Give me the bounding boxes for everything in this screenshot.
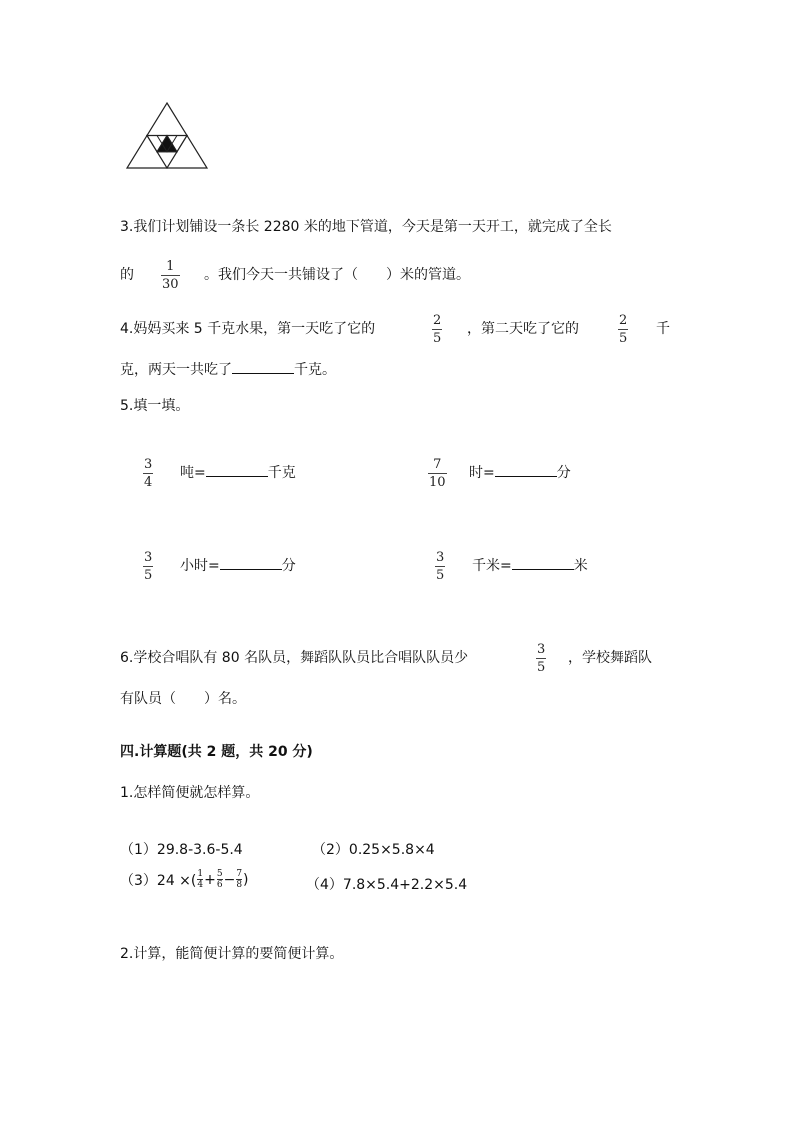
q5-item4-blank[interactable]: [512, 555, 574, 570]
p3-f1-num: 1: [197, 869, 204, 879]
problem-3-op1: +: [204, 871, 216, 888]
problem-3: [120, 869, 249, 890]
problem-4: （4）7.8×5.4+2.2×5.4: [306, 877, 468, 893]
q5-item1: [180, 462, 296, 482]
q5-item1-fraction: [143, 457, 153, 490]
q3-line1: 3.我们计划铺设一条长 2280 米的地下管道，今天是第一天开工，就完成了全长: [120, 219, 612, 235]
p3-f3-den: 8: [236, 880, 243, 890]
q4-fraction-2: [618, 313, 628, 346]
q4-fraction-1: [432, 313, 442, 346]
q5-item4: [472, 555, 588, 575]
q6-fraction: [536, 642, 546, 675]
q5-item4-den: 5: [436, 568, 445, 583]
q4-frac2-num: 2: [619, 313, 628, 328]
q4-part2: ，第二天吃了它的: [467, 321, 579, 337]
p3-f3-num: 7: [236, 869, 243, 879]
q4-frac1-den: 5: [433, 331, 442, 346]
q6-part2: ，学校舞蹈队: [568, 650, 652, 666]
q5-item1-den: 4: [144, 475, 153, 490]
q5-item2-after: 分: [556, 465, 571, 481]
q3-frac-den: 30: [162, 277, 179, 292]
q5-item3-num: 3: [144, 550, 153, 565]
q5-item1-unit: 吨=: [180, 465, 206, 481]
q5-item3-fraction: [143, 550, 153, 583]
q4-frac1-num: 2: [433, 313, 442, 328]
q6-part1: 6.学校合唱队有 80 名队员，舞蹈队队员比合唱队队员少: [120, 650, 469, 666]
q4-frac2-den: 5: [619, 331, 628, 346]
q3-post: 。我们今天一共铺设了（ ）米的管道。: [204, 267, 470, 283]
q4-answer-blank[interactable]: [232, 359, 294, 374]
nested-triangle-figure: [124, 100, 210, 172]
p3-f2-num: 5: [216, 869, 223, 879]
section4-heading: 四.计算题(共 2 题，共 20 分): [120, 744, 313, 760]
problem-3-frac-3: [236, 869, 242, 890]
q4-part1: 4.妈妈买来 5 千克水果，第一天吃了它的: [120, 321, 376, 337]
q5-item2-unit: 时=: [469, 465, 495, 481]
q3-fraction: [161, 259, 180, 292]
q5-item2-den: 10: [429, 475, 446, 490]
problem-3-post: ): [243, 871, 249, 888]
q5-item1-blank[interactable]: [206, 462, 268, 477]
problem-3-frac-1: [197, 869, 203, 890]
q5-item2: [469, 462, 571, 482]
q4-line2-post: 千克。: [294, 362, 336, 378]
q3-pre: 的: [120, 267, 134, 283]
q5-item2-fraction: [428, 457, 447, 490]
problem-2: （2）0.25×5.8×4: [312, 842, 435, 858]
q5-item3-blank[interactable]: [220, 555, 282, 570]
q5-item1-after: 千克: [267, 465, 296, 481]
q5-item2-blank[interactable]: [495, 462, 557, 477]
q4-line2-pre: 克，两天一共吃了: [120, 362, 232, 378]
q5-title: 5.填一填。: [120, 398, 190, 414]
q5-item3-unit: 小时=: [180, 558, 220, 574]
section4-q2-title: 2.计算，能简便计算的要简便计算。: [120, 946, 344, 962]
q5-item4-unit: 千米=: [472, 558, 512, 574]
q5-item4-after: 米: [573, 558, 588, 574]
q5-item2-num: 7: [433, 457, 442, 472]
q6-line2: 有队员（ ）名。: [120, 691, 246, 707]
q5-item4-num: 3: [436, 550, 445, 565]
problem-3-op2: −: [223, 871, 236, 888]
section4-q1-title: 1.怎样简便就怎样算。: [120, 785, 260, 801]
problem-3-frac-2: [217, 869, 223, 890]
q5-item3: [180, 555, 296, 575]
q6-frac-den: 5: [537, 660, 546, 675]
q5-item3-den: 5: [144, 568, 153, 583]
q4-line2: [120, 359, 336, 379]
q5-item1-num: 3: [144, 457, 153, 472]
p3-f1-den: 4: [197, 880, 204, 890]
q3-frac-num: 1: [166, 259, 175, 274]
p3-f2-den: 6: [216, 880, 223, 890]
q5-item4-fraction: [435, 550, 445, 583]
q6-frac-num: 3: [537, 642, 546, 657]
q5-item3-after: 分: [281, 558, 296, 574]
problem-3-pre: （3）24 ×(: [120, 872, 197, 889]
q4-part3: 千: [656, 321, 670, 337]
problem-1: （1）29.8-3.6-5.4: [120, 842, 243, 858]
